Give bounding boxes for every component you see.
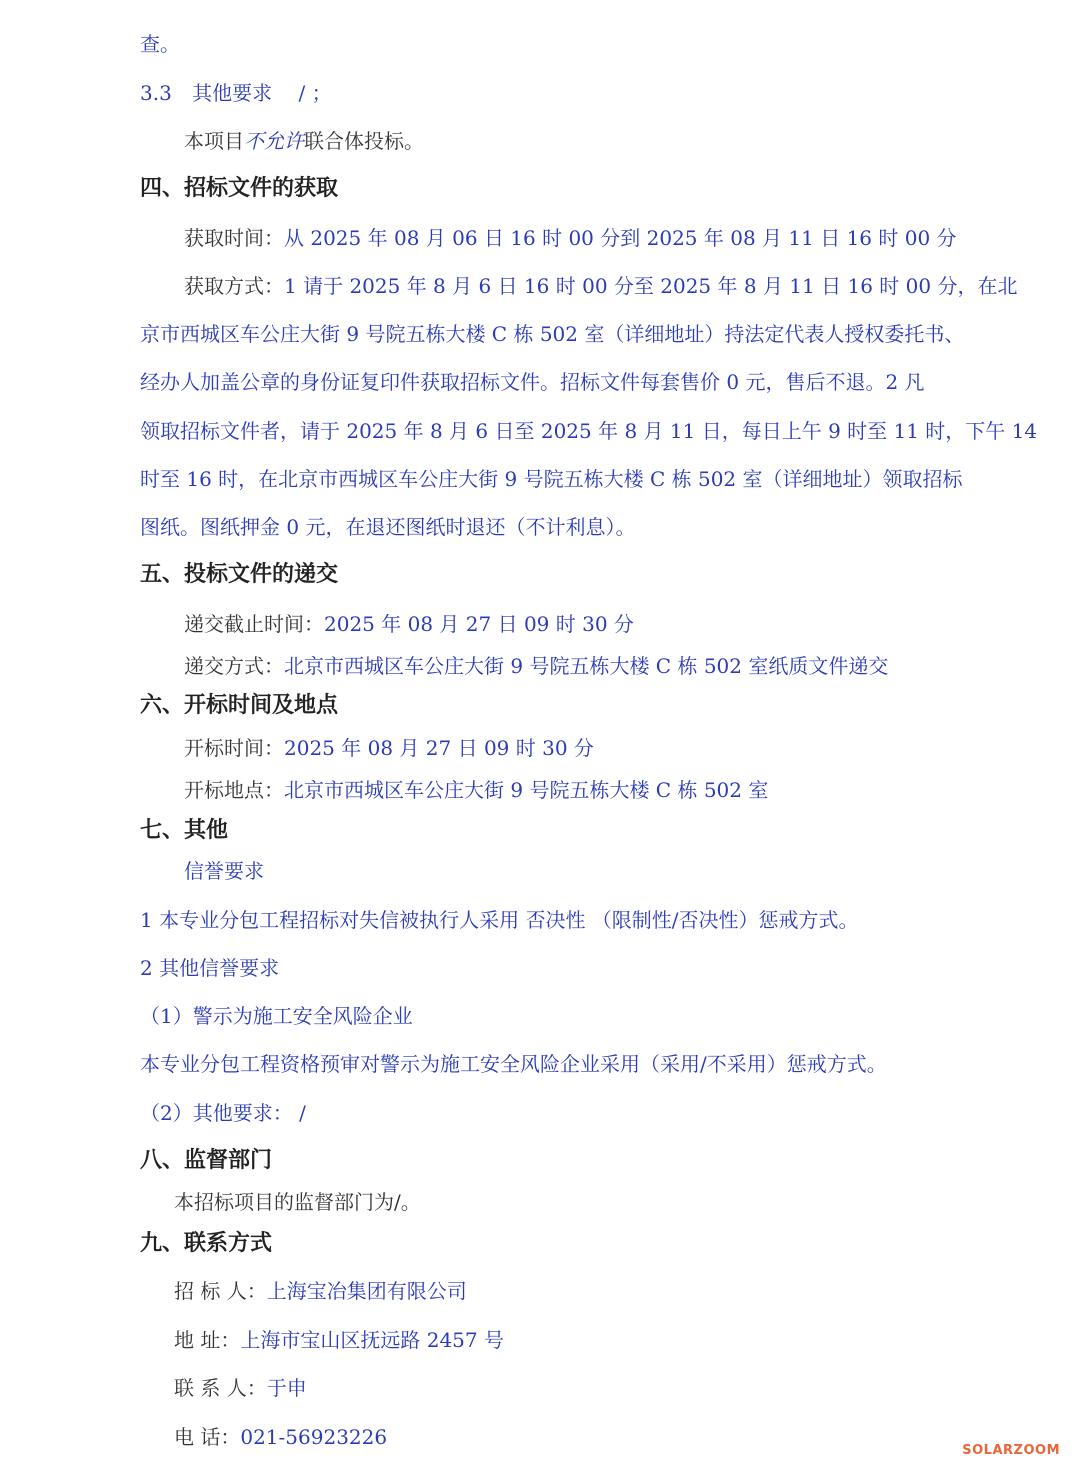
continued-text: 查。 [140, 32, 180, 56]
get-method-label: 获取方式： [184, 274, 284, 298]
consortium-statement [184, 131, 424, 151]
open-time-value: 2025 年 08 月 27 日 09 时 30 分 [284, 736, 594, 760]
get-time-row [184, 228, 957, 248]
open-place-row [184, 780, 768, 800]
submit-method-label: 递交方式： [184, 654, 284, 678]
heading-section-7: 七、其他 [140, 818, 229, 843]
address-label: 地 址： [174, 1328, 241, 1352]
get-time-value: 从 2025 年 08 月 06 日 16 时 00 分到 2025 年 08 月 11 日 16 时 00 分 [284, 226, 957, 250]
get-method-line-4: 领取招标文件者，请于 2025 年 8 月 6 日至 2025 年 8 月 11 日，每日上午 9 时至 11 时，下午 14 [140, 419, 1038, 443]
consortium-value: 不允许 [244, 129, 304, 153]
get-method-line-1: 1 请于 2025 年 8 月 6 日 16 时 00 分至 2025 年 8 月 11 日 16 时 00 分，在北 [284, 274, 1018, 298]
open-place-value: 北京市西城区车公庄大街 9 号院五栋大楼 C 栋 502 室 [284, 778, 769, 802]
open-time-row [184, 738, 594, 758]
address-row [174, 1330, 504, 1350]
phone-value: 021-56923226 [240, 1425, 388, 1449]
open-time-label: 开标时间： [184, 736, 284, 760]
submit-method-value: 北京市西城区车公庄大街 9 号院五栋大楼 C 栋 502 室纸质文件递交 [284, 654, 889, 678]
get-method-row [184, 276, 1017, 296]
heading-section-6: 六、开标时间及地点 [140, 693, 339, 718]
consortium-suffix: 联合体投标。 [304, 129, 424, 153]
address-value: 上海市宝山区抚远路 2457 号 [240, 1328, 504, 1352]
deadline-label: 递交截止时间： [184, 612, 324, 636]
watermark-logo: SOLARZOOM [962, 1443, 1060, 1458]
phone-label: 电 话： [174, 1425, 241, 1449]
get-method-line-3: 经办人加盖公章的身份证复印件获取招标文件。招标文件每套售价 0 元，售后不退。2 凡 [140, 370, 925, 394]
heading-section-9: 九、联系方式 [140, 1231, 273, 1256]
tenderer-value: 上海宝冶集团有限公司 [266, 1279, 467, 1303]
supervision-text: 本招标项目的监督部门为/。 [174, 1190, 421, 1214]
get-time-label: 获取时间： [184, 226, 284, 250]
tenderer-label: 招 标 人： [174, 1279, 267, 1303]
heading-section-4: 四、招标文件的获取 [140, 176, 339, 201]
submit-method-row [184, 656, 888, 676]
credit-title: 信誉要求 [184, 859, 264, 883]
get-method-line-5: 时至 16 时，在北京市西城区车公庄大街 9 号院五栋大楼 C 栋 502 室（详细地址）领取招标 [140, 467, 963, 491]
heading-section-8: 八、监督部门 [140, 1148, 273, 1173]
credit-item-2-1-text: 本专业分包工程资格预审对警示为施工安全风险企业采用（采用/不采用）惩戒方式。 [140, 1052, 887, 1076]
consortium-prefix: 本项目 [184, 129, 244, 153]
tenderer-row [174, 1281, 467, 1301]
open-place-label: 开标地点： [184, 778, 284, 802]
credit-item-2-1: （1）警示为施工安全风险企业 [140, 1004, 413, 1028]
credit-item-1: 1 本专业分包工程招标对失信被执行人采用 否决性 （限制性/否决性）惩戒方式。 [140, 908, 859, 932]
credit-item-2: 2 其他信誉要求 [140, 956, 280, 980]
deadline-value: 2025 年 08 月 27 日 09 时 30 分 [324, 612, 634, 636]
contact-row [174, 1378, 307, 1398]
credit-item-2-2: （2）其他要求： / [140, 1101, 306, 1125]
get-method-line-6: 图纸。图纸押金 0 元，在退还图纸时退还（不计利息）。 [140, 515, 636, 539]
section-3-3-value: / ； [298, 81, 332, 105]
contact-value: 于申 [266, 1376, 307, 1400]
section-3-3-label: 其他要求 [192, 81, 273, 105]
contact-label: 联 系 人： [174, 1376, 267, 1400]
heading-section-5: 五、投标文件的递交 [140, 562, 339, 587]
deadline-row [184, 614, 634, 634]
section-3-3-number: 3.3 [140, 81, 172, 105]
phone-row [174, 1427, 387, 1447]
section-3-3 [140, 83, 332, 103]
get-method-line-2: 京市西城区车公庄大街 9 号院五栋大楼 C 栋 502 室（详细地址）持法定代表人授权委托书、 [140, 322, 965, 346]
